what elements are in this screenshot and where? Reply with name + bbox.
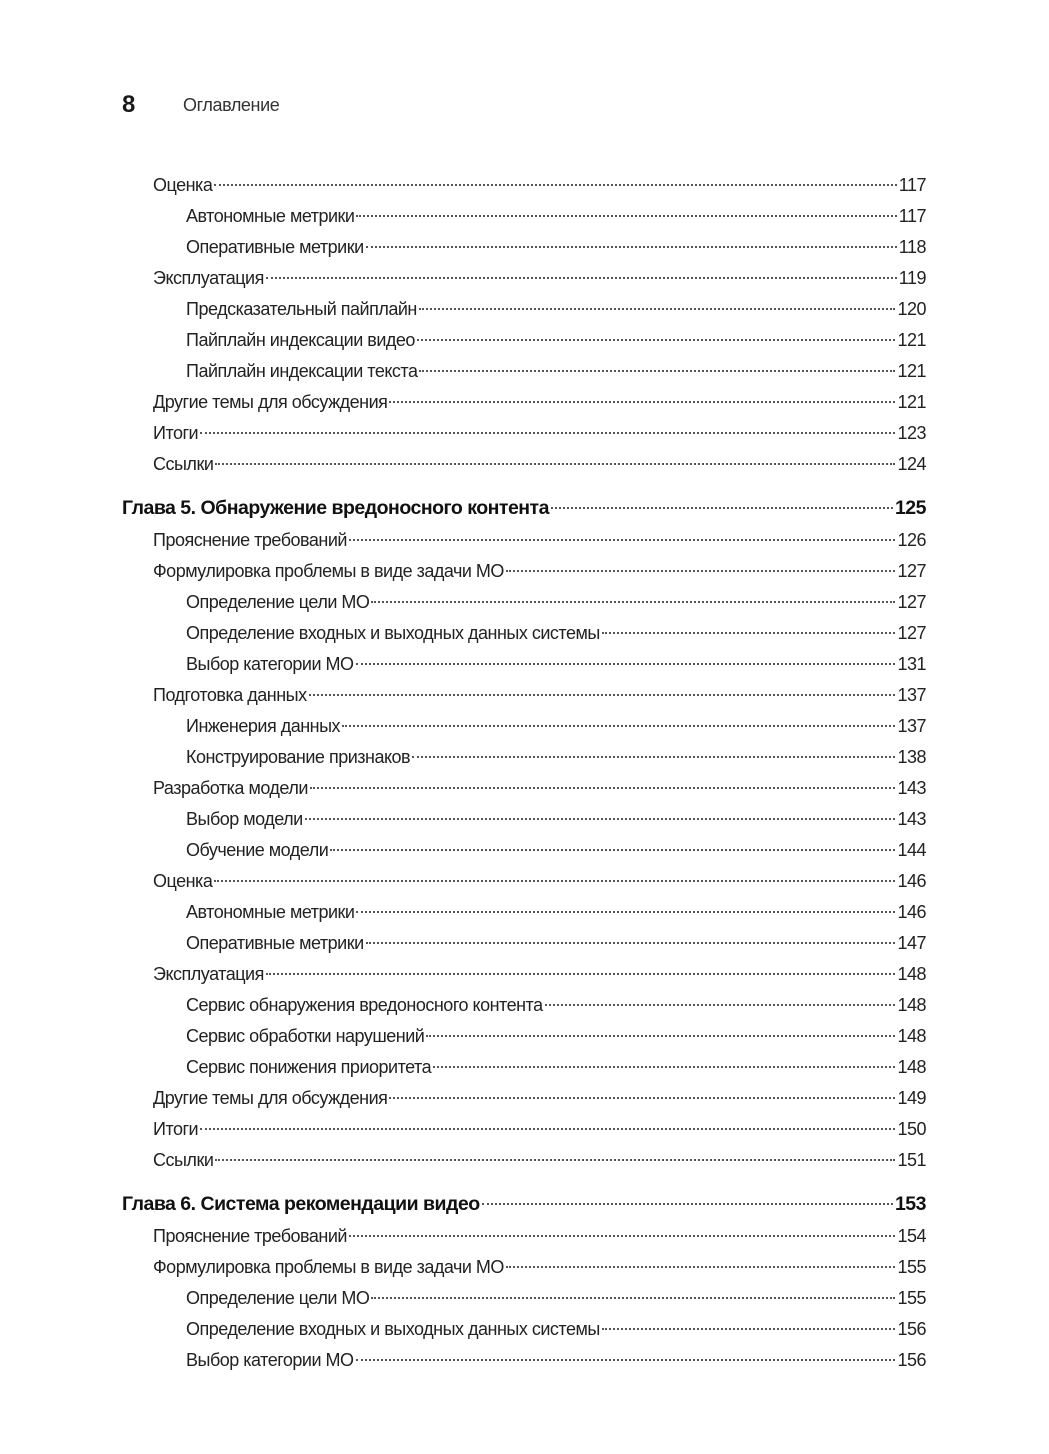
toc-entry-title: Оперативные метрики <box>186 933 364 953</box>
toc-entry-page: 154 <box>897 1226 926 1246</box>
dot-leader <box>342 725 895 727</box>
toc-entry <box>122 263 926 294</box>
toc-entry-title: Эксплуатация <box>153 268 264 288</box>
toc-entry-page: 117 <box>898 175 926 195</box>
toc-entry-title: Формулировка проблемы в виде задачи МО <box>153 1257 504 1277</box>
toc-entry-page: 121 <box>897 392 926 412</box>
dot-leader <box>419 370 895 372</box>
toc-entry-title: Эксплуатация <box>153 964 264 984</box>
toc-entry-page: 121 <box>897 361 926 381</box>
toc-entry-page: 146 <box>897 902 926 922</box>
toc-entry-title: Прояснение требований <box>153 1226 347 1246</box>
toc-entry-page: 146 <box>897 871 926 891</box>
toc-entry-title: Итоги <box>153 1119 199 1139</box>
table-of-contents <box>122 170 926 1376</box>
dot-leader <box>371 601 895 603</box>
toc-entry-page: 120 <box>897 299 926 319</box>
toc-entry-page: 148 <box>897 964 926 984</box>
toc-entry-page: 155 <box>897 1257 926 1277</box>
toc-entry-title: Итоги <box>153 423 199 443</box>
toc-chapter-entry <box>122 492 926 525</box>
toc-entry-title: Ссылки <box>153 454 214 474</box>
toc-entry-title: Определение входных и выходных данных системы <box>186 1319 600 1339</box>
toc-entry <box>122 1283 926 1314</box>
dot-leader <box>356 215 896 217</box>
dot-leader <box>200 432 895 434</box>
toc-entry-title: Пайплайн индексации текста <box>186 361 418 381</box>
toc-entry-page: 131 <box>897 654 926 674</box>
toc-entry-title: Инженерия данных <box>186 716 341 736</box>
toc-entry-title: Сервис обработки нарушений <box>186 1026 425 1046</box>
toc-entry-title: Другие темы для обсуждения <box>153 1088 388 1108</box>
toc-entry <box>122 325 926 356</box>
toc-entry-page: 125 <box>894 497 926 519</box>
dot-leader <box>266 973 896 975</box>
toc-entry <box>122 1145 926 1176</box>
toc-entry-title: Пайплайн индексации видео <box>186 330 415 350</box>
toc-entry-title: Разработка модели <box>153 778 308 798</box>
toc-entry <box>122 1052 926 1083</box>
toc-entry-page: 138 <box>897 747 926 767</box>
toc-entry <box>122 418 926 449</box>
dot-leader <box>389 401 895 403</box>
toc-entry-page: 148 <box>897 995 926 1015</box>
dot-leader <box>506 1266 896 1268</box>
toc-entry-page: 150 <box>897 1119 926 1139</box>
dot-leader <box>215 463 895 465</box>
toc-entry <box>122 618 926 649</box>
toc-entry <box>122 897 926 928</box>
dot-leader <box>545 1004 896 1006</box>
page-header <box>122 90 279 120</box>
toc-entry-page: 123 <box>897 423 926 443</box>
toc-entry-title: Выбор категории МО <box>186 654 354 674</box>
toc-entry <box>122 711 926 742</box>
toc-entry-title: Глава 5. Обнаружение вредоносного контента <box>122 497 549 519</box>
toc-entry-title: Ссылки <box>153 1150 214 1170</box>
dot-leader <box>215 1159 895 1161</box>
dot-leader <box>602 632 896 634</box>
dot-leader <box>310 787 896 789</box>
dot-leader <box>412 756 895 758</box>
toc-entry-title: Сервис обнаружения вредоносного контента <box>186 995 543 1015</box>
toc-entry-title: Оценка <box>153 175 213 195</box>
toc-entry-page: 156 <box>897 1350 926 1370</box>
toc-entry-page: 156 <box>897 1319 926 1339</box>
dot-leader <box>366 246 897 248</box>
dot-leader <box>266 277 897 279</box>
dot-leader <box>602 1328 896 1330</box>
toc-entry-page: 149 <box>897 1088 926 1108</box>
dot-leader <box>349 539 895 541</box>
toc-entry-title: Глава 6. Система рекомендации видео <box>122 1193 480 1215</box>
toc-entry-title: Обучение модели <box>186 840 329 860</box>
toc-entry <box>122 387 926 418</box>
toc-chapter-entry <box>122 1188 926 1221</box>
dot-leader <box>200 1128 895 1130</box>
dot-leader <box>309 694 896 696</box>
toc-entry-page: 137 <box>897 685 926 705</box>
toc-entry-page: 144 <box>897 840 926 860</box>
dot-leader <box>371 1297 895 1299</box>
toc-entry-page: 155 <box>897 1288 926 1308</box>
toc-entry-page: 127 <box>897 592 926 612</box>
toc-entry-title: Определение цели МО <box>186 1288 370 1308</box>
dot-leader <box>482 1203 893 1205</box>
dot-leader <box>305 818 896 820</box>
toc-entry <box>122 201 926 232</box>
toc-entry-page: 117 <box>898 206 926 226</box>
dot-leader <box>419 308 896 310</box>
toc-entry-page: 119 <box>898 268 926 288</box>
toc-entry <box>122 990 926 1021</box>
toc-entry <box>122 649 926 680</box>
toc-entry-page: 137 <box>897 716 926 736</box>
dot-leader <box>389 1097 895 1099</box>
toc-entry <box>122 356 926 387</box>
toc-entry <box>122 866 926 897</box>
toc-entry-page: 126 <box>897 530 926 550</box>
toc-entry-title: Предсказательный пайплайн <box>186 299 417 319</box>
dot-leader <box>356 911 895 913</box>
toc-entry-page: 147 <box>897 933 926 953</box>
toc-entry <box>122 232 926 263</box>
toc-entry-title: Другие темы для обсуждения <box>153 392 388 412</box>
toc-entry-title: Автономные метрики <box>186 902 355 922</box>
toc-entry-title: Определение входных и выходных данных системы <box>186 623 600 643</box>
toc-entry-page: 121 <box>897 330 926 350</box>
toc-entry <box>122 1252 926 1283</box>
toc-entry <box>122 959 926 990</box>
toc-entry-title: Конструирование признаков <box>186 747 411 767</box>
toc-entry <box>122 742 926 773</box>
dot-leader <box>349 1235 895 1237</box>
dot-leader <box>356 663 896 665</box>
toc-entry <box>122 773 926 804</box>
toc-entry-page: 124 <box>897 454 926 474</box>
toc-entry <box>122 1314 926 1345</box>
toc-entry-page: 127 <box>897 623 926 643</box>
dot-leader <box>551 507 893 509</box>
dot-leader <box>356 1359 896 1361</box>
toc-entry <box>122 525 926 556</box>
toc-entry <box>122 1083 926 1114</box>
toc-entry-page: 143 <box>897 809 926 829</box>
toc-entry-title: Выбор модели <box>186 809 303 829</box>
toc-entry <box>122 449 926 480</box>
toc-entry <box>122 680 926 711</box>
toc-entry-page: 151 <box>897 1150 926 1170</box>
toc-entry-title: Оперативные метрики <box>186 237 364 257</box>
dot-leader <box>417 339 896 341</box>
toc-entry-title: Формулировка проблемы в виде задачи МО <box>153 561 504 581</box>
toc-entry <box>122 804 926 835</box>
page-number: 8 <box>122 91 136 118</box>
toc-entry <box>122 1114 926 1145</box>
toc-entry <box>122 556 926 587</box>
running-title: Оглавление <box>183 94 280 115</box>
toc-entry-title: Сервис понижения приоритета <box>186 1057 432 1077</box>
toc-entry-page: 153 <box>894 1193 926 1215</box>
toc-entry <box>122 587 926 618</box>
toc-entry-page: 148 <box>897 1026 926 1046</box>
toc-entry-title: Автономные метрики <box>186 206 355 226</box>
toc-entry-title: Оценка <box>153 871 213 891</box>
dot-leader <box>214 880 895 882</box>
toc-entry <box>122 1021 926 1052</box>
dot-leader <box>433 1066 895 1068</box>
toc-entry-page: 148 <box>897 1057 926 1077</box>
dot-leader <box>366 942 896 944</box>
toc-entry <box>122 170 926 201</box>
toc-entry-title: Прояснение требований <box>153 530 347 550</box>
toc-entry-title: Выбор категории МО <box>186 1350 354 1370</box>
dot-leader <box>330 849 895 851</box>
toc-entry-title: Подготовка данных <box>153 685 307 705</box>
dot-leader <box>214 184 896 186</box>
toc-entry-page: 118 <box>898 237 926 257</box>
dot-leader <box>426 1035 895 1037</box>
toc-entry-title: Определение цели МО <box>186 592 370 612</box>
dot-leader <box>506 570 896 572</box>
toc-entry <box>122 294 926 325</box>
toc-entry <box>122 835 926 866</box>
toc-entry-page: 127 <box>897 561 926 581</box>
toc-entry <box>122 1221 926 1252</box>
toc-entry-page: 143 <box>897 778 926 798</box>
toc-entry <box>122 928 926 959</box>
toc-entry <box>122 1345 926 1376</box>
